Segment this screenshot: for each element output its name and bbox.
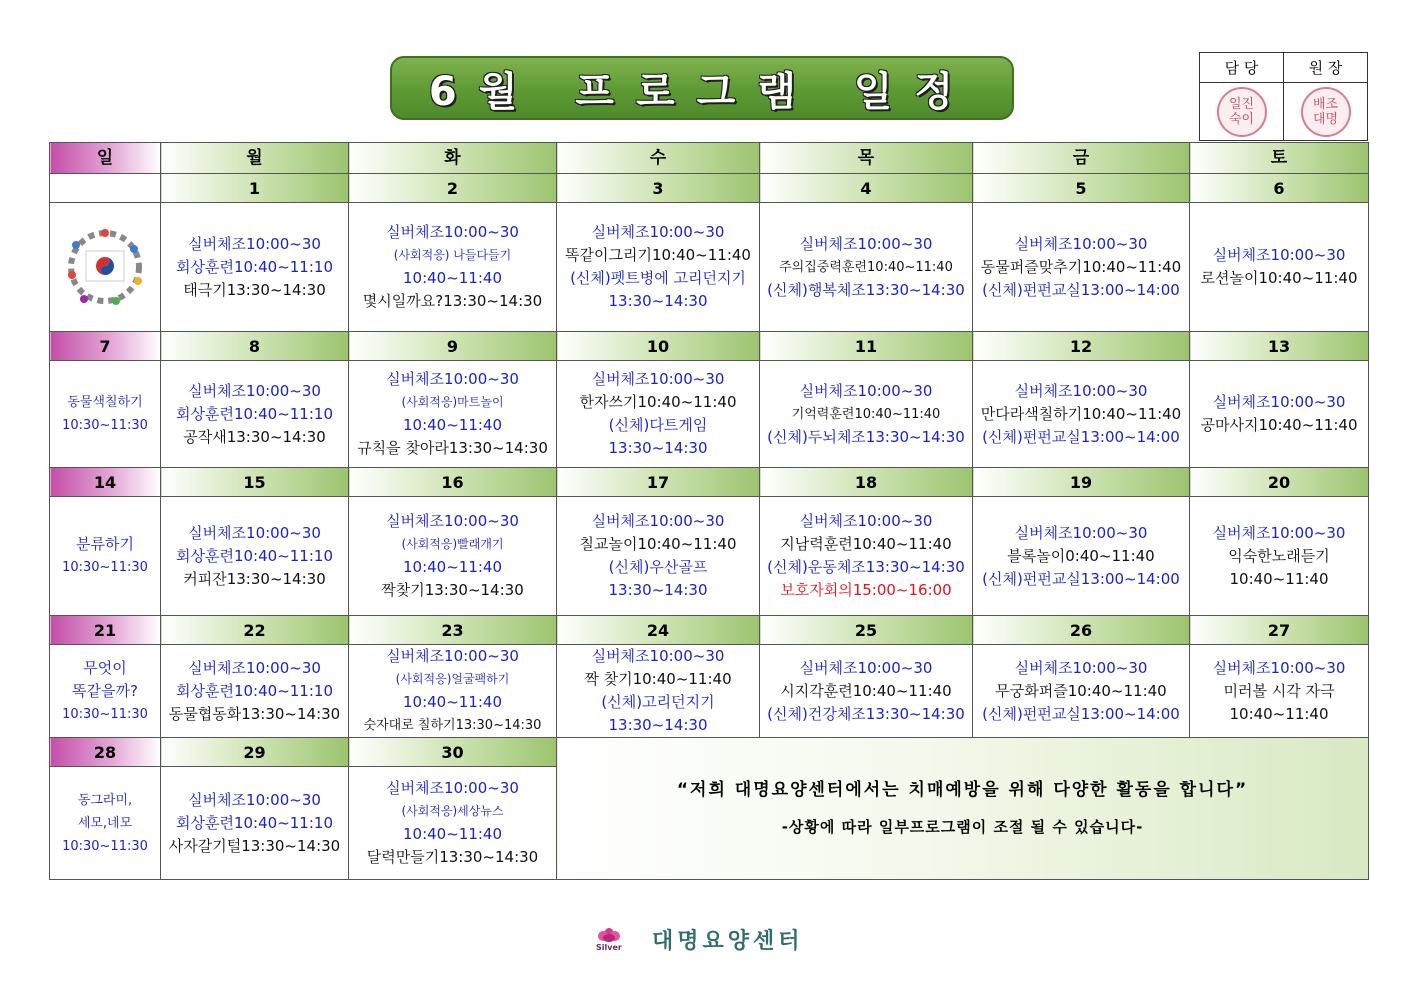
center-name: 대명요양센터 (652, 928, 804, 954)
date-cell: 1 (161, 174, 349, 203)
activity-line: 실버체조10:00~30 (188, 790, 321, 809)
day-activities (349, 361, 557, 468)
activity-line: 회상훈련10:40~11:10 (176, 681, 333, 700)
activity-line: 회상훈련10:40~11:10 (176, 257, 333, 276)
activity-line: (신체)다트게임 (608, 416, 708, 434)
day-activities (1190, 645, 1369, 738)
activity-line: 동물협동화13:30~14:30 (168, 704, 341, 723)
approval-box (1199, 52, 1368, 141)
activity-line: 지남력훈련10:40~11:40 (780, 535, 952, 553)
date-cell: 10 (557, 332, 760, 361)
approval-header-manager: 담 당 (1200, 53, 1284, 83)
page-title: 6월 프로그램 일정 (428, 68, 976, 115)
activity-line: (신체)고리던지기 (601, 693, 715, 711)
activity-line: 10:40~11:40 (402, 825, 503, 843)
activity-line: 실버체조10:00~30 (188, 381, 321, 400)
activity-line: (사회적응)얼굴팩하기 (395, 672, 510, 686)
manager-seal: 일진 숙이 (1217, 87, 1267, 137)
date-cell: 7 (50, 332, 161, 361)
activity-line: 숫자대로 칠하기13:30~14:30 (363, 718, 542, 733)
activity-line: 짝찾기13:30~14:30 (381, 581, 524, 599)
date-cell: 8 (161, 332, 349, 361)
activity-line: 몇시일까요?13:30~14:30 (362, 292, 543, 310)
activity-line: 실버체조10:00~30 (188, 658, 321, 677)
date-cell: 2 (349, 174, 557, 203)
weekday-header-row (50, 143, 1369, 174)
activity-line: 13:30~14:30 (608, 581, 708, 599)
weekday-2: 화 (349, 143, 557, 174)
activity-line: 블록놀이0:40~11:40 (1007, 546, 1155, 565)
activity-line: 실버체조10:00~30 (1014, 658, 1148, 677)
activity-line: 10:30~11:30 (62, 560, 148, 575)
activity-line: (사회적응)빨래개기 (401, 537, 504, 551)
activity-row (50, 497, 1369, 616)
day-activities (349, 497, 557, 616)
activity-line: (사회적응)세상뉴스 (401, 804, 504, 818)
activity-line: 달력만들기13:30~14:30 (366, 848, 539, 866)
day-activities (557, 497, 760, 616)
date-cell: 27 (1190, 616, 1369, 645)
activity-line: (신체)건강체조13:30~14:30 (767, 704, 965, 723)
activity-line: 10:40~11:40 (1229, 704, 1329, 723)
date-cell: 22 (161, 616, 349, 645)
activity-line: 짝 찾기10:40~11:40 (584, 670, 732, 688)
date-cell: 25 (760, 616, 973, 645)
day-activities (557, 645, 760, 738)
activity-line: 사자갈기털13:30~14:30 (168, 836, 341, 855)
day-activities (557, 361, 760, 468)
activity-line: 미러볼 시각 자극 (1223, 681, 1335, 700)
activity-line: 실버체조10:00~30 (1212, 523, 1346, 542)
activity-line: 기억력훈련10:40~11:40 (791, 406, 941, 422)
date-cell: 21 (50, 616, 161, 645)
date-cell (50, 174, 161, 203)
day-activities (50, 361, 161, 468)
date-cell: 20 (1190, 468, 1369, 497)
date-cell: 4 (760, 174, 973, 203)
activity-row (50, 361, 1369, 468)
activity-line: 실버체조10:00~30 (591, 370, 725, 388)
korean-flag-circle-icon (60, 219, 150, 315)
activity-line: 규칙을 찾아라13:30~14:30 (357, 439, 548, 457)
day-activities (50, 767, 161, 880)
date-cell: 9 (349, 332, 557, 361)
day-activities (1190, 361, 1369, 468)
activity-line: 똑같을까? (72, 681, 138, 700)
date-cell: 28 (50, 738, 161, 767)
activity-line: 실버체조10:00~30 (799, 381, 933, 400)
date-cell: 16 (349, 468, 557, 497)
activity-line: 칠교놀이10:40~11:40 (579, 535, 737, 553)
date-cell: 26 (973, 616, 1190, 645)
activity-line: 로션놀이10:40~11:40 (1200, 269, 1358, 287)
date-row (50, 174, 1369, 203)
day-activities (349, 203, 557, 332)
date-cell: 6 (1190, 174, 1369, 203)
activity-row (50, 645, 1369, 738)
activity-line: 동그라미, (77, 792, 133, 808)
activity-line: 10:40~11:40 (402, 693, 503, 711)
activity-line: 공작새13:30~14:30 (183, 427, 326, 446)
activity-line: (신체)펀펀교실13:00~14:00 (982, 569, 1180, 588)
activity-line: 회상훈련10:40~11:10 (176, 404, 333, 423)
activity-line: 실버체조10:00~30 (591, 512, 725, 530)
day-activities (760, 645, 973, 738)
activity-line: 10:30~11:30 (62, 418, 148, 433)
activity-line: 세모,네모 (77, 815, 133, 831)
day-activities (349, 767, 557, 880)
day-activities (973, 645, 1190, 738)
activity-line: (신체)운동체조13:30~14:30 (767, 558, 965, 576)
activity-line: 무엇이 (83, 658, 127, 677)
activity-line: (신체)펀펀교실13:00~14:00 (982, 427, 1180, 446)
date-cell: 30 (349, 738, 557, 767)
activity-line: 실버체조10:00~30 (591, 647, 725, 665)
date-row (50, 738, 1369, 767)
activity-line: 실버체조10:00~30 (1212, 246, 1346, 264)
activity-line: 13:30~14:30 (608, 292, 708, 310)
day-activities (50, 203, 161, 332)
notice-box (557, 738, 1369, 880)
date-cell: 29 (161, 738, 349, 767)
activity-line: 10:40~11:40 (402, 416, 503, 434)
activity-line: 주의집중력훈련10:40~11:40 (779, 259, 953, 275)
day-activities (161, 767, 349, 880)
date-cell: 5 (973, 174, 1190, 203)
activity-line: 실버체조10:00~30 (386, 647, 519, 665)
activity-line: 회상훈련10:40~11:10 (176, 813, 333, 832)
activity-line: 똑같이그리기10:40~11:40 (565, 246, 751, 264)
date-cell: 18 (760, 468, 973, 497)
activity-line: 실버체조10:00~30 (1014, 234, 1148, 253)
activity-line: 실버체조10:00~30 (188, 523, 321, 542)
date-cell: 24 (557, 616, 760, 645)
activity-line: 익숙한노래듣기 (1228, 546, 1330, 565)
weekday-5: 금 (973, 143, 1190, 174)
date-cell: 19 (973, 468, 1190, 497)
activity-line: (신체)펀펀교실13:00~14:00 (982, 704, 1180, 723)
day-activities (1190, 497, 1369, 616)
activity-line: 실버체조10:00~30 (799, 512, 933, 530)
day-activities (161, 497, 349, 616)
activity-line: (신체)행복체조13:30~14:30 (767, 280, 965, 299)
footer-brand (596, 924, 804, 954)
activity-line: 한자쓰기10:40~11:40 (579, 393, 737, 411)
notice-sub-text: -상황에 따라 일부프로그램이 조절 될 수 있습니다- (781, 817, 1144, 836)
activity-line: 10:40~11:40 (1229, 569, 1329, 588)
flower-logo-icon (596, 926, 622, 952)
day-activities (1190, 203, 1369, 332)
day-activities (50, 497, 161, 616)
date-cell: 3 (557, 174, 760, 203)
day-activities (760, 497, 973, 616)
day-activities (760, 203, 973, 332)
activity-line: 실버체조10:00~30 (1014, 381, 1148, 400)
activity-line: 실버체조10:00~30 (1212, 393, 1346, 411)
day-activities (973, 361, 1190, 468)
day-activities (161, 361, 349, 468)
activity-line: 실버체조10:00~30 (188, 234, 321, 253)
activity-line: (신체)두뇌체조13:30~14:30 (767, 427, 965, 446)
weekday-3: 수 (557, 143, 760, 174)
weekday-1: 월 (161, 143, 349, 174)
activity-line: (신체)펀펀교실13:00~14:00 (982, 280, 1180, 299)
activity-row (50, 203, 1369, 332)
activity-line: 13:30~14:30 (608, 439, 708, 457)
activity-line: 10:40~11:40 (402, 269, 503, 287)
calendar-table (49, 142, 1369, 880)
date-cell: 13 (1190, 332, 1369, 361)
day-activities (50, 645, 161, 738)
activity-line: 13:30~14:30 (608, 716, 708, 734)
date-row (50, 468, 1369, 497)
date-cell: 14 (50, 468, 161, 497)
activity-line: 10:30~11:30 (62, 706, 148, 722)
activity-line: 실버체조10:00~30 (386, 512, 519, 530)
activity-line: 보호자회의15:00~16:00 (780, 581, 952, 599)
activity-line: 실버체조10:00~30 (591, 223, 725, 241)
activity-line: (사회적응)마트놀이 (401, 395, 504, 409)
date-cell: 12 (973, 332, 1190, 361)
activity-line: 회상훈련10:40~11:10 (176, 546, 333, 565)
date-row (50, 332, 1369, 361)
activity-line: 시지각훈련10:40~11:40 (780, 681, 952, 700)
approval-header-director: 원 장 (1284, 53, 1368, 83)
weekday-4: 목 (760, 143, 973, 174)
date-cell: 11 (760, 332, 973, 361)
weekday-0: 일 (50, 143, 161, 174)
activity-line: 태극기13:30~14:30 (183, 280, 326, 299)
activity-line: 실버체조10:00~30 (386, 779, 519, 797)
day-activities (557, 203, 760, 332)
activity-line: 실버체조10:00~30 (799, 234, 933, 253)
director-seal: 배조 대명 (1301, 87, 1351, 137)
day-activities (161, 645, 349, 738)
date-row (50, 616, 1369, 645)
day-activities (760, 361, 973, 468)
activity-line: 10:30~11:30 (62, 838, 148, 854)
date-cell: 15 (161, 468, 349, 497)
activity-line: 실버체조10:00~30 (1014, 523, 1148, 542)
activity-line: 동물퍼즐맞추기10:40~11:40 (980, 257, 1182, 276)
activity-line: (신체)펫트병에 고리던지기 (570, 269, 746, 287)
activity-line: 공마사지10:40~11:40 (1200, 416, 1358, 434)
activity-line: 실버체조10:00~30 (386, 370, 519, 388)
day-activities (973, 497, 1190, 616)
activity-line: (사회적응) 나들다들기 (393, 248, 512, 262)
activity-line: 만다라색칠하기10:40~11:40 (980, 404, 1182, 423)
activity-line: 동물색칠하기 (67, 395, 143, 410)
activity-line: 실버체조10:00~30 (1212, 658, 1346, 677)
date-cell: 23 (349, 616, 557, 645)
activity-line: 10:40~11:40 (402, 558, 503, 576)
day-activities (973, 203, 1190, 332)
activity-line: 커피잔13:30~14:30 (183, 569, 326, 588)
activity-line: 실버체조10:00~30 (386, 223, 519, 241)
title-banner (390, 56, 1014, 120)
day-activities (349, 645, 557, 738)
activity-line: 무궁화퍼즐10:40~11:40 (995, 681, 1167, 700)
date-cell: 17 (557, 468, 760, 497)
weekday-6: 토 (1190, 143, 1369, 174)
logo-text: Silver (596, 943, 622, 952)
activity-line: 실버체조10:00~30 (799, 658, 933, 677)
notice-main-text: “저희 대명요양센터에서는 치매예방을 위해 다양한 활동을 합니다” (676, 779, 1249, 800)
day-activities (161, 203, 349, 332)
activity-line: 분류하기 (76, 535, 134, 553)
activity-line: (신체)우산골프 (608, 558, 708, 576)
